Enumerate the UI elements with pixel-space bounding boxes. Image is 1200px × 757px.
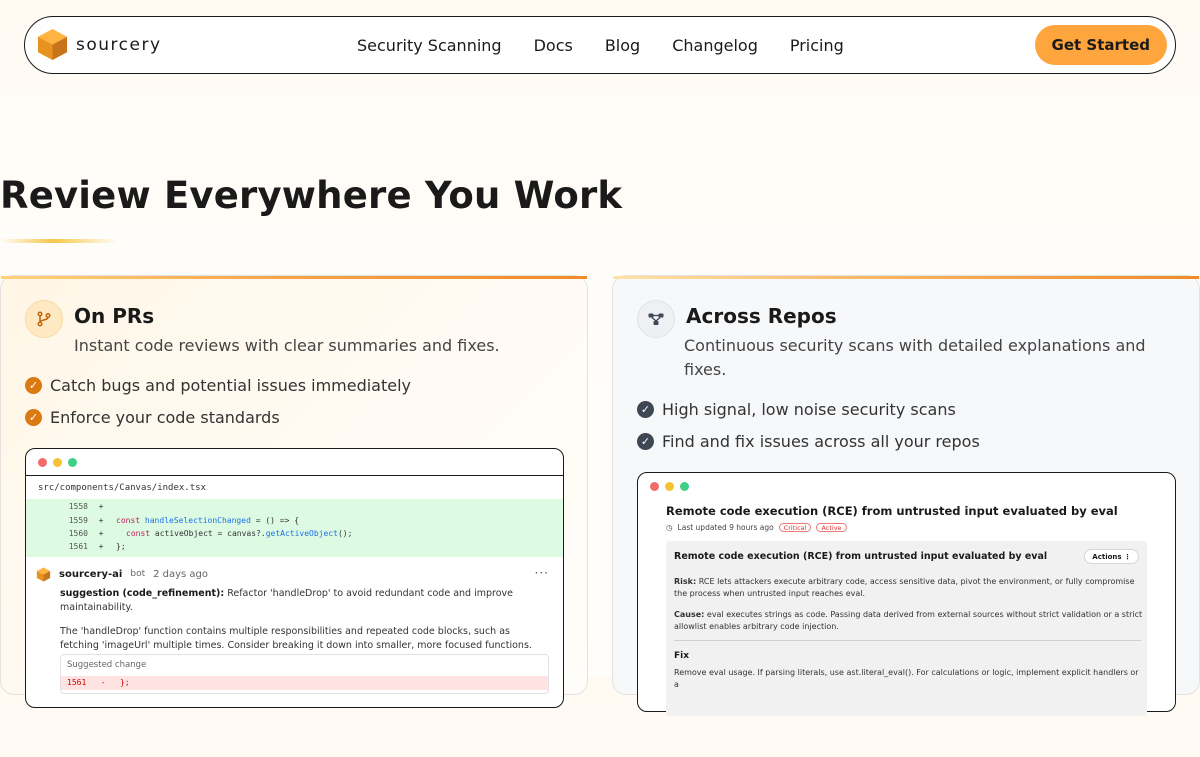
last-updated: Last updated 9 hours ago (677, 523, 774, 532)
maximize-dot-icon (680, 482, 689, 491)
actions-button[interactable]: Actions ⋮ (1084, 549, 1139, 564)
comment-header (36, 567, 208, 582)
nav-links (357, 17, 844, 73)
window-titlebar (26, 449, 563, 476)
page-title: Review Everywhere You Work (0, 174, 623, 217)
suggestion-text: Refactor 'handleDrop' to avoid redundant code and improve maintainability. (60, 587, 513, 613)
suggested-line: 1561 - }; (61, 676, 548, 690)
bot-badge: bot (130, 569, 146, 580)
line-number: 1558 (68, 502, 88, 512)
card-description: Continuous security scans with detailed explanations and fixes. (684, 336, 1146, 379)
pr-review-window (25, 448, 564, 708)
get-started-button[interactable]: Get Started (1035, 25, 1167, 65)
network-icon (637, 300, 675, 338)
nav-link-changelog[interactable]: Changelog (672, 35, 758, 55)
diff-line (26, 500, 563, 513)
divider (674, 640, 1141, 641)
sourcery-logo-icon (37, 28, 68, 61)
nav-link-blog[interactable]: Blog (604, 35, 641, 55)
card-title: On PRs (74, 304, 155, 328)
diff-line (26, 540, 563, 553)
diff-sign: + (98, 542, 104, 552)
feature-text: Find and fix issues across all your repos (662, 431, 980, 451)
check-icon: ✓ (637, 433, 654, 450)
feature-list (25, 369, 411, 433)
comment-text: The 'handleDrop' function contains multiple responsibilities and repeated code blocks, such as fetching 'imageUrl' multiple times. Consider breaking it down into smaller, more focused functions. (60, 625, 532, 651)
logo-text: sourcery (76, 34, 162, 55)
logo[interactable] (37, 28, 162, 61)
minimize-dot-icon (53, 458, 62, 467)
feature-list (637, 393, 980, 457)
minimize-dot-icon (665, 482, 674, 491)
code-text: }; (116, 542, 126, 552)
comment-body (60, 587, 540, 663)
diff-sign: + (98, 515, 104, 525)
feature-item (637, 393, 980, 425)
check-icon: ✓ (25, 409, 42, 426)
close-dot-icon (650, 482, 659, 491)
diff-sign: + (98, 528, 104, 538)
maximize-dot-icon (68, 458, 77, 467)
check-icon: ✓ (637, 401, 654, 418)
panel-title: Remote code execution (RCE) from untrusted input evaluated by eval (674, 551, 1048, 562)
feature-item (637, 425, 980, 457)
file-path: src/components/Canvas/index.tsx (38, 483, 206, 493)
diff-line (26, 527, 563, 540)
feature-item (25, 369, 411, 401)
issue-title: Remote code execution (RCE) from untrusted input evaluated by eval (666, 504, 1118, 518)
line-number: 1559 (68, 515, 88, 525)
comment-author[interactable]: sourcery-ai (59, 568, 123, 580)
window-titlebar (638, 473, 1175, 500)
security-report-window (637, 472, 1176, 712)
suggested-change-label: Suggested change (67, 659, 147, 670)
nav-link-docs[interactable]: Docs (533, 35, 573, 55)
line-number: 1560 (68, 528, 88, 538)
issue-detail-panel (666, 541, 1147, 716)
issue-meta (666, 523, 847, 532)
feature-item (25, 401, 411, 433)
clock-icon: ◷ (666, 523, 673, 532)
cause-text: Cause: eval executes strings as code. Passing data derived from external sources without strict validation or a strict allowlist enables arbitrary code injection. (674, 610, 1143, 631)
fix-heading: Fix (674, 651, 690, 661)
card-on-prs (0, 275, 588, 695)
top-navbar (24, 16, 1176, 74)
code-text: const activeObject = canvas?.getActiveObject(); (126, 528, 353, 538)
suggested-change-box (60, 654, 549, 694)
suggestion-label: suggestion (code_refinement): (60, 587, 225, 599)
feature-text: Enforce your code standards (50, 407, 280, 427)
title-underline (0, 239, 118, 243)
check-icon: ✓ (25, 377, 42, 394)
review-comment (26, 557, 563, 757)
card-across-repos (612, 275, 1200, 695)
severity-badge: Critical (779, 523, 812, 532)
more-options-icon[interactable]: ··· (534, 565, 549, 580)
card-title: Across Repos (686, 304, 837, 328)
code-diff (26, 499, 563, 557)
card-description: Instant code reviews with clear summaries and fixes. (74, 336, 500, 355)
feature-text: Catch bugs and potential issues immediately (50, 375, 412, 395)
feature-text: High signal, low noise security scans (662, 399, 956, 419)
nav-link-pricing[interactable]: Pricing (789, 35, 844, 55)
nav-link-security-scanning[interactable]: Security Scanning (357, 35, 502, 55)
diff-sign: + (98, 502, 104, 512)
risk-text: Risk: RCE lets attackers execute arbitrary code, access sensitive data, pivot the environment, or fully compromise the process when untrusted input reaches eval. (674, 577, 1135, 598)
close-dot-icon (38, 458, 47, 467)
card-accent-bar (1, 276, 587, 279)
git-branch-icon (25, 300, 63, 338)
diff-line (26, 513, 563, 526)
status-badge: Active (816, 523, 846, 532)
code-text: const handleSelectionChanged = () => { (116, 515, 300, 525)
comment-time: 2 days ago (153, 568, 209, 580)
line-number: 1561 (68, 542, 88, 552)
card-accent-bar (613, 276, 1199, 279)
sourcery-avatar-icon (36, 567, 51, 582)
fix-text: Remove eval usage. If parsing literals, use ast.literal_eval(). For calculations or logic, implement explicit handlers or a (674, 668, 1139, 689)
